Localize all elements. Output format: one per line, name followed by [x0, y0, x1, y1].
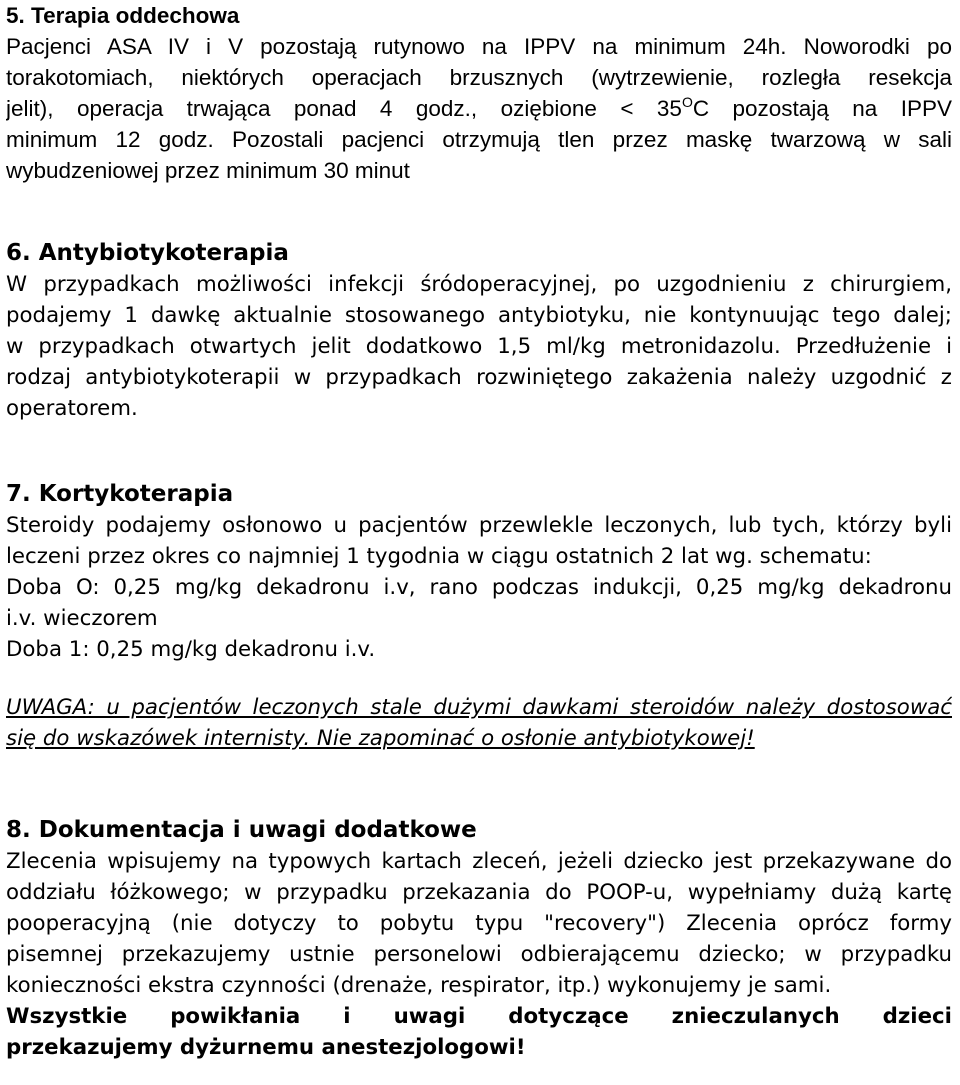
body-line: podajemy 1 dawkę aktualnie stosowanego antybiotyku, nie kontynuując tego dalej; [6, 303, 952, 328]
body-line: torakotomiach, niektórych operacjach brzusznych (wytrzewienie, rozległa resekcja [6, 65, 952, 90]
closing-line [6, 1001, 952, 1032]
body-line: W przypadkach możliwości infekcji śródoperacyjnej, po uzgodnieniu z chirurgiem, [6, 272, 952, 297]
section-kortykoterapia [6, 479, 952, 754]
body-line: w przypadkach otwartych jelit dodatkowo 1,5 ml/kg metronidazolu. Przedłużenie i [6, 334, 952, 359]
superscript-text: O [681, 94, 693, 110]
body-line: i.v. wieczorem [6, 606, 158, 631]
closing-word: dotyczące [508, 1004, 629, 1029]
body-line: operatorem. [6, 396, 138, 421]
body-line: minimum 12 godz. Pozostali pacjenci otrzymują tlen przez maskę twarzową w sali [6, 127, 952, 152]
section-dokumentacja [6, 815, 952, 1063]
body-line: pooperacyjną (nie dotyczy to pobytu typu "recovery") Zlecenia oprócz formy [6, 911, 952, 936]
section-heading: 5. Terapia oddechowa [6, 3, 240, 28]
warning-line: się do wskazówek internisty. Nie zapominać o osłonie antybiotykowej! [6, 726, 755, 751]
section-heading: 7. Kortykoterapia [6, 481, 234, 507]
body-line: Steroidy podajemy osłonowo u pacjentów przewlekle leczonych, lub tych, którzy byli [6, 513, 952, 538]
body-line: Zlecenia wpisujemy na typowych kartach zleceń, jeżeli dziecko jest przekazywane do [6, 849, 952, 874]
section-body [6, 31, 952, 186]
body-line: oddziału łóżkowego; w przypadku przekazania do POOP-u, wypełniamy dużą kartę [6, 880, 952, 905]
warning-line: UWAGA: u pacjentów leczonych stale dużymi dawkami steroidów należy dostosować [6, 695, 952, 720]
warning-note [6, 692, 952, 754]
body-line [6, 93, 952, 124]
closing-line: przekazujemy dyżurnemu anestezjologowi! [6, 1035, 526, 1060]
body-line: rodzaj antybiotykoterapii w przypadkach rozwiniętego zakażenia należy uzgodnić z [6, 365, 952, 390]
body-text: C pozostają na IPPV [692, 96, 952, 121]
body-line: pisemnej przekazujemy ustnie personelowi odbierającemu dziecko; w przypadku [6, 942, 952, 967]
section-body [6, 269, 952, 424]
body-line: konieczności ekstra czynności (drenaże, respirator, itp.) wykonujemy je sami. [6, 973, 832, 998]
closing-note [6, 1001, 952, 1063]
body-line: wybudzeniowej przez minimum 30 minut [6, 158, 410, 183]
body-line: Pacjenci ASA IV i V pozostają rutynowo na IPPV na minimum 24h. Noworodki po [6, 34, 952, 59]
closing-word: znieczulanych [671, 1004, 840, 1029]
section-heading: 6. Antybiotykoterapia [6, 240, 289, 266]
closing-word: Wszystkie [6, 1004, 128, 1029]
section-body [6, 510, 952, 665]
closing-word: powikłania [170, 1004, 301, 1029]
body-line: Doba 1: 0,25 mg/kg dekadronu i.v. [6, 637, 376, 662]
section-body [6, 846, 952, 1001]
body-line: leczeni przez okres co najmniej 1 tygodnia w ciągu ostatnich 2 lat wg. schematu: [6, 544, 872, 569]
closing-word: uwagi [393, 1004, 466, 1029]
closing-word: dzieci [882, 1004, 952, 1029]
section-antybiotykoterapia [6, 238, 952, 424]
closing-word: i [343, 1004, 351, 1029]
section-terapia-oddechowa [6, 0, 952, 186]
section-heading: 8. Dokumentacja i uwagi dodatkowe [6, 817, 477, 843]
body-text: jelit), operacja trwająca ponad 4 godz., oziębione < 35 [6, 96, 682, 121]
body-line: Doba O: 0,25 mg/kg dekadronu i.v, rano podczas indukcji, 0,25 mg/kg dekadronu [6, 575, 952, 600]
